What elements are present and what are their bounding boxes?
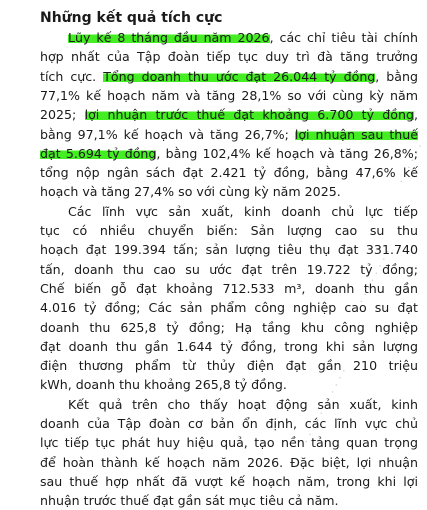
text-line — [40, 491, 418, 510]
text-line — [40, 395, 418, 414]
watermark-stamp: · · · · · · · · — [355, 247, 395, 307]
text-line — [40, 337, 418, 356]
text-line — [40, 221, 418, 240]
text-line — [40, 47, 418, 66]
text-segment: để hoàn thành kế hoạch năm 2026. Đặc biệt, lợi nhuận — [40, 454, 418, 470]
text-segment: , — [413, 107, 418, 123]
text-segment: 2025; — [40, 107, 85, 123]
text-segment: doanh thu 625,8 tỷ đồng; Hạ tầng khu công nghiệp — [40, 319, 418, 335]
text-line — [40, 28, 418, 47]
text-segment: hợp nhất của Tập đoàn tiếp tục duy trì đà tăng trưởng — [40, 49, 418, 65]
text-segment: , bằng — [375, 68, 418, 84]
text-line — [40, 86, 418, 105]
text-line — [40, 472, 418, 491]
text-segment: nhuận trước thuế đạt gần sát mục tiêu cả năm. — [40, 493, 339, 509]
highlighted-text: Tổng doanh thu ước đạt 26.044 tỷ đồng — [103, 68, 376, 84]
watermark-stamp: · · · · · · — [395, 141, 427, 187]
text-segment: hoạch đạt 199.394 tấn; sản lượng tiêu thụ đạt 331.740 — [40, 242, 418, 258]
text-line — [40, 125, 418, 144]
text-segment: đạt doanh thu gần 1.644 tỷ đồng, trong khi sản lượng — [40, 338, 418, 354]
text-segment: sau thuế hợp nhất đã vượt kế hoạch năm, trong khi lợi — [40, 473, 418, 489]
text-segment: tích cực. — [40, 68, 104, 84]
text-segment: , các chỉ tiêu tài chính — [269, 30, 418, 45]
text-segment: tổng nộp ngân sách đạt 2.421 tỷ đồng, bằng 47,6% kế — [40, 165, 418, 181]
text-line — [40, 163, 418, 182]
text-segment: hoạch và tăng 27,4% so với cùng kỳ năm 2025. — [40, 184, 341, 200]
text-segment: bằng 97,1% kế hoạch và tăng 26,7%; — [40, 126, 295, 142]
text-line — [40, 375, 418, 394]
text-line — [40, 182, 418, 201]
highlighted-text: lợi nhuận sau thuế — [294, 126, 418, 142]
text-line — [40, 105, 418, 124]
watermark-stamp: · · · · · · · · · · · — [300, 365, 351, 447]
text-segment: kWh, doanh thu khoảng 265,8 tỷ đồng. — [40, 377, 287, 393]
text-segment: 77,1% kế hoạch năm và tăng 28,1% so với cùng kỳ năm — [40, 87, 418, 103]
text-segment: , bằng 102,4% kế hoạch và tăng 26,8%; — [156, 145, 418, 161]
text-line — [40, 144, 418, 163]
text-line — [40, 202, 418, 221]
highlighted-text: lợi nhuận trước thuế đạt khoảng 6.700 tỷ đồng — [84, 107, 414, 123]
highlighted-text: Lũy kế 8 tháng đầu năm 2026 — [68, 30, 270, 45]
text-segment: Các lĩnh vực sản xuất, kinh doanh chủ lực tiếp — [68, 203, 418, 219]
section-heading: Những kết quả tích cực — [40, 10, 223, 26]
text-line — [40, 433, 418, 452]
text-line — [40, 414, 418, 433]
text-segment: điện thương phẩm từ thủy điện đạt gần 210 triệu — [40, 358, 418, 374]
text-line — [40, 318, 418, 337]
text-line — [40, 356, 418, 375]
text-line — [40, 453, 418, 472]
text-segment: Chế biến gỗ đạt khoảng 712.533 m³, doanh thu gần — [40, 280, 418, 296]
text-segment: 4.016 tỷ đồng; Các sản phẩm công nghiệp cao su đạt — [40, 300, 418, 316]
text-segment: doanh của Tập đoàn cơ bản ổn định, các lĩnh vực chủ — [40, 416, 418, 431]
text-segment: Kết quả trên cho thấy hoạt động sản xuất, kinh — [68, 396, 418, 412]
text-line — [40, 67, 418, 86]
text-segment: tấn, doanh thu cao su ước đạt trên 19.722 tỷ đồng; — [40, 261, 418, 277]
text-segment: tục có nhiều chuyển biến: Sản lượng cao su thu — [40, 223, 418, 238]
text-segment: lực tiếp tục phát huy hiệu quả, tạo nền tảng quan trọng — [40, 435, 418, 451]
text-line — [40, 240, 418, 259]
text-line — [40, 260, 418, 279]
highlighted-text: đạt 5.694 tỷ đồng — [40, 145, 157, 161]
